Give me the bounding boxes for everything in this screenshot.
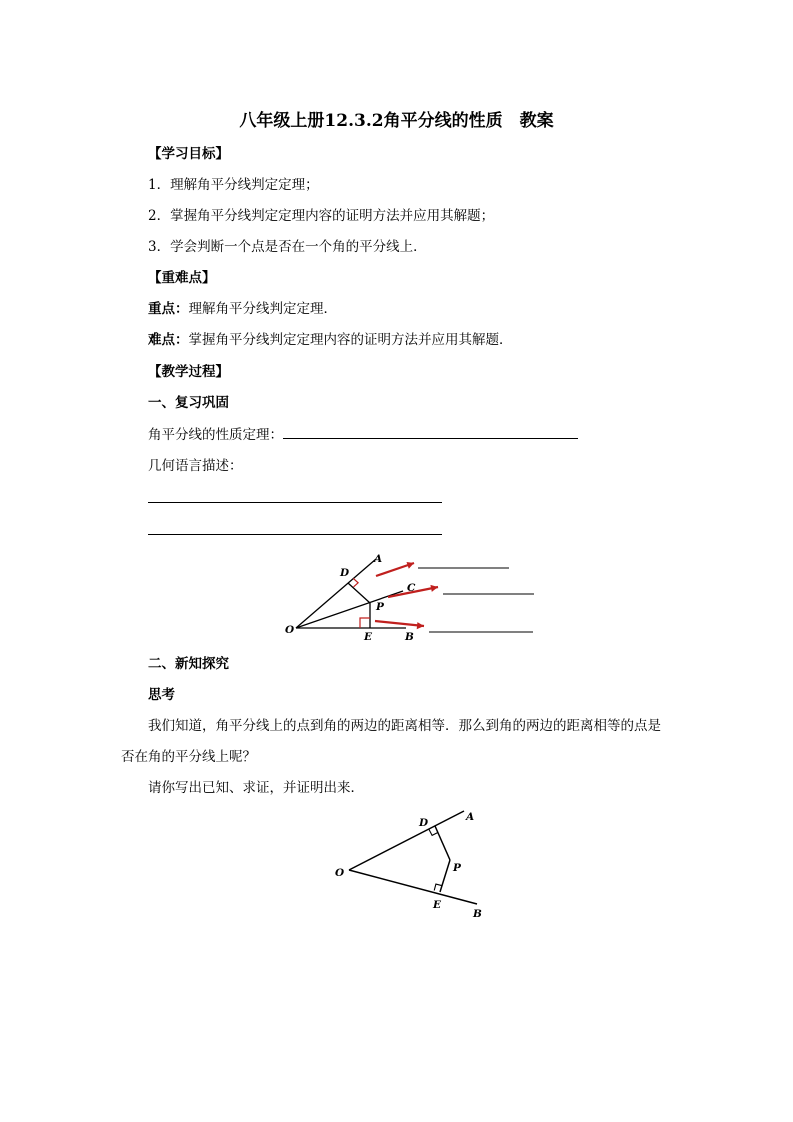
focus-label: 重点： <box>148 301 189 317</box>
geometry-label: 几何语言描述： <box>148 458 243 474</box>
objective-item-3: 3．学会判断一个点是否在一个角的平分线上． <box>148 239 427 255</box>
theorem-blank[interactable] <box>283 424 578 439</box>
geometry-blank-2[interactable] <box>148 534 442 535</box>
think-label: 思考 <box>148 687 175 703</box>
objectives-heading: 【学习目标】 <box>148 146 229 162</box>
process-heading: 【教学过程】 <box>148 364 229 380</box>
explore-paragraph-line-2: 否在角的平分线上呢？ <box>121 749 256 765</box>
figure-bisector-converse <box>330 800 500 925</box>
objective-item-1: 1．理解角平分线判定定理； <box>148 177 319 193</box>
explore-paragraph-line-1: 我们知道，角平分线上的点到角的两边的距离相等．那么到角的两边的距离相等的点是 <box>148 718 661 734</box>
page-title: 八年级上册12.3.2角平分线的性质 教案 <box>239 111 554 131</box>
theorem-label: 角平分线的性质定理： <box>148 427 283 443</box>
objective-item-2: 2．掌握角平分线判定定理内容的证明方法并应用其解题； <box>148 208 495 224</box>
fig1-label-d: D <box>340 567 350 579</box>
key-points-heading: 【重难点】 <box>148 270 216 286</box>
fig1-label-p: P <box>376 601 384 613</box>
geometry-blank-1[interactable] <box>148 502 442 503</box>
difficulty-text: 掌握角平分线判定定理内容的证明方法并应用其解题． <box>188 332 513 348</box>
theorem-line <box>148 424 578 445</box>
fig1-label-o: O <box>285 624 295 636</box>
difficulty-label: 难点： <box>148 332 189 348</box>
fig2-label-a: A <box>466 811 475 823</box>
explore-prompt: 请你写出已知、求证，并证明出来． <box>148 780 364 796</box>
focus-text: 理解角平分线判定定理． <box>188 301 337 317</box>
figure-bisector-property <box>278 548 548 648</box>
explore-heading: 二、新知探究 <box>148 656 229 672</box>
difficulty-line <box>148 330 513 350</box>
fig2-label-d: D <box>419 817 429 829</box>
fig1-label-e: E <box>364 631 373 643</box>
fig1-label-a: A <box>374 553 383 565</box>
fig2-label-p: P <box>453 862 461 874</box>
fig2-label-b: B <box>473 908 482 920</box>
fig2-label-o: O <box>335 867 345 879</box>
fig1-label-b: B <box>405 631 414 643</box>
focus-line <box>148 299 337 319</box>
fig1-label-c: C <box>407 582 416 594</box>
fig2-label-e: E <box>433 899 442 911</box>
review-heading: 一、复习巩固 <box>148 395 229 411</box>
